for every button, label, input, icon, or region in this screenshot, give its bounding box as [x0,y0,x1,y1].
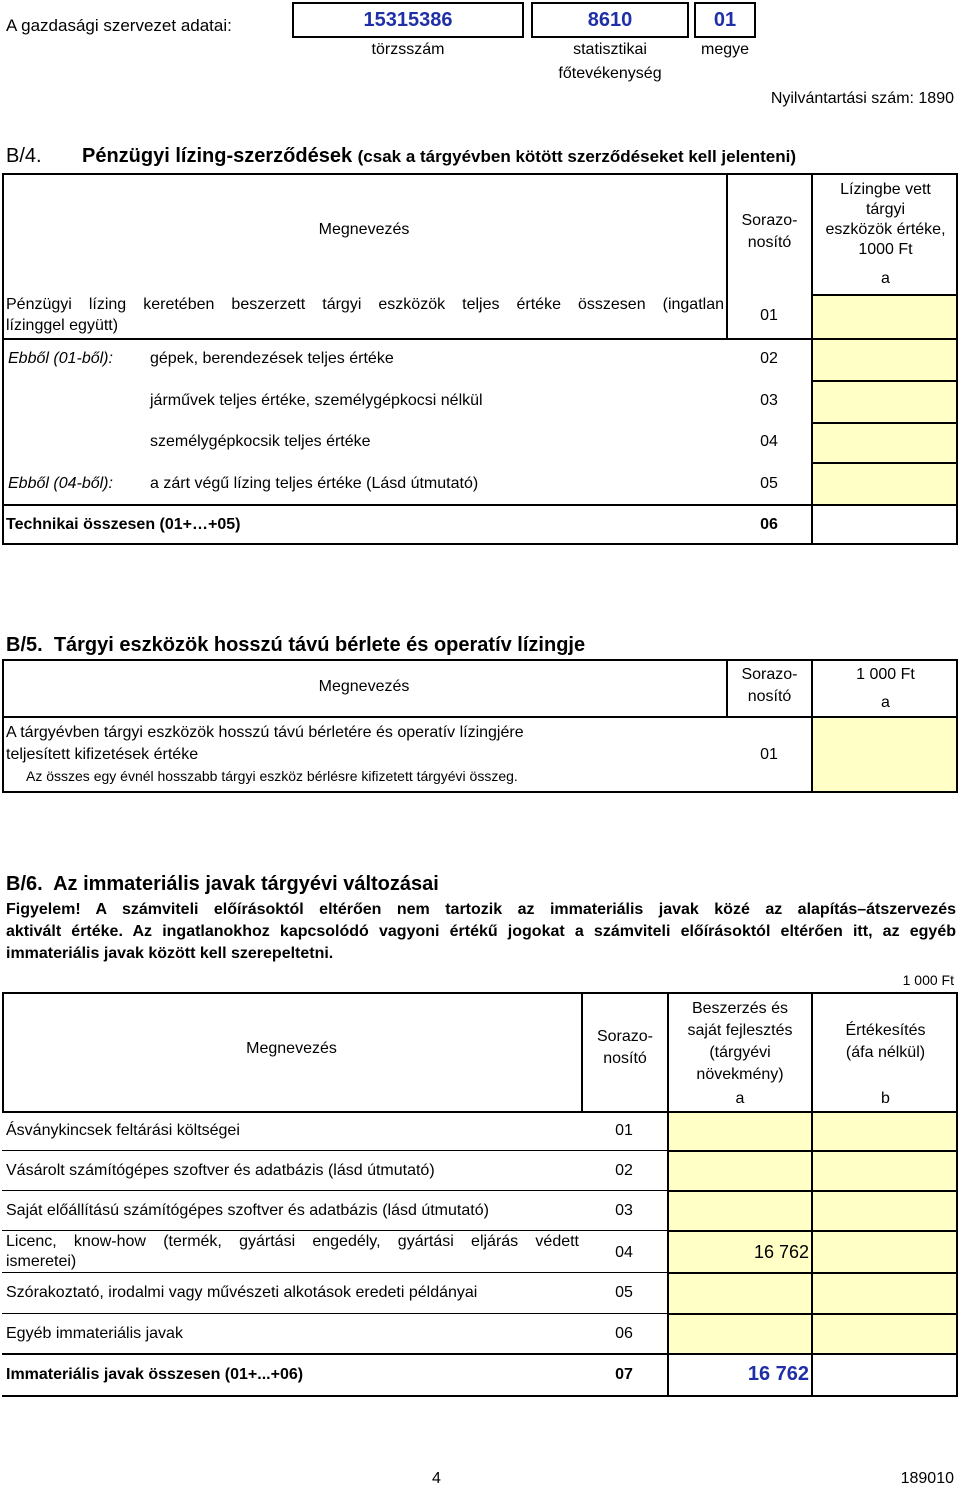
b5-row-01-code: 01 [760,746,778,763]
b4-code: B/4. [6,145,42,167]
b4-row-02-prefix: Ebből (01-ből): [8,350,113,367]
b6-col-megnevezes: Megnevezés [246,1040,337,1057]
b4-row-01-input[interactable] [811,294,958,340]
b6-col-sorazo-2: nosító [603,1050,647,1067]
b6-note-1: Figyelem! A számviteli előírásoktól eltérően nem tartozik az immateriális javak közé az alapítás–átszervezés [6,901,956,918]
nyilvantartasi-szam: Nyilvántartási szám: 1890 [770,90,954,107]
b6-row-02-code: 02 [615,1162,633,1179]
b5-row-01-input[interactable] [811,716,958,793]
megye-label: megye [700,41,750,58]
b5-col-megnevezes: Megnevezés [318,678,410,695]
b6-divider [2,1353,667,1355]
b6-row-01-label: Ásványkincsek feltárási költségei [6,1122,240,1139]
b5-row-01-label-1: A tárgyévben tárgyi eszközök hosszú távú bérletére és operatív lízingjére [6,724,524,741]
b6-col-a-letter: a [735,1090,745,1107]
b6-unit: 1 000 Ft [902,972,954,988]
b4-row-03-code: 03 [760,392,778,409]
b6-row-03-label: Saját előállítású számítógépes szoftver és adatbázis (lásd útmutató) [6,1202,489,1219]
b6-col-a-2: saját fejlesztés [687,1022,793,1039]
b6-row-05-code: 05 [615,1284,633,1301]
b5-row-01-note: Az összes egy évnél hosszabb tárgyi eszköz bérlésre kifizetett tárgyévi összeg. [26,768,518,784]
b5-col-value-letter: a [881,694,890,711]
b4-col-sorazo-2: nosító [747,234,792,251]
megye-value: 01 [694,2,756,38]
b4-row-02-label: gépek, berendezések teljes értéke [150,350,394,367]
b4-col-value-4: 1000 Ft [858,241,913,258]
statisztikai-value: 8610 [531,2,689,38]
b6-divider [667,1190,958,1192]
b6-row-04-a-value: 16 762 [753,1242,809,1262]
b4-row-03-input[interactable] [811,380,958,424]
b6-row-06-code: 06 [615,1325,633,1342]
b4-row-05-label: a zárt végű lízing teljes értéke (Lásd útmutató) [150,475,479,492]
b4-row-04-code: 04 [760,433,778,450]
b6-row-03-code: 03 [615,1202,633,1219]
b6-row-02-label: Vásárolt számítógépes szoftver és adatbázis (lásd útmutató) [6,1162,435,1179]
b6-divider [667,1150,958,1152]
statisztikai-label: statisztikai [573,41,647,58]
b5-title: Tárgyi eszközök hosszú távú bérlete és operatív lízingje [53,634,586,656]
b4-col-value-letter: a [881,270,890,287]
b4-row-02-code: 02 [760,350,778,367]
b5-code: B/5. [6,634,43,656]
b6-row-06-label: Egyéb immateriális javak [6,1325,183,1342]
b4-row-06-label: Technikai összesen (01+…+05) [6,516,241,533]
b6-row-07-code: 07 [615,1366,633,1383]
b4-col-value-1: Lízingbe vett [840,181,931,198]
b4-title [82,145,796,168]
b4-col-value [813,180,958,260]
b6-row-01-code: 01 [615,1122,633,1139]
b6-note-3: immateriális javak között kell szerepeltetni. [6,945,334,962]
b4-row-03-label: járművek teljes értéke, személygépkocsi nélkül [150,392,483,409]
b5-col-sorazo-1: Sorazo- [741,666,798,683]
b4-row-01-label-1: Pénzügyi lízing keretében beszerzett tárgyi eszközök teljes értéke összesen (ingatlan [6,296,724,313]
b4-row-02-input[interactable] [811,338,958,382]
b6-col-b [813,1020,958,1064]
fotevekenyseg-label: főtevékenység [558,65,662,82]
b4-col-sorazo-1: Sorazo- [741,212,798,229]
b6-col-a [669,998,811,1086]
torzsszam-label: törzsszám [371,41,445,58]
b6-divider [2,1190,667,1191]
b6-heading [6,873,439,896]
b4-row-06-value [813,506,956,543]
page-number: 4 [432,1470,441,1487]
b4-subtitle: (csak a tárgyévben kötött szerződéseket kell jelenteni) [357,147,797,166]
b6-divider [667,1230,958,1232]
b4-row-04-label: személygépkocsik teljes értéke [150,433,371,450]
b6-title: Az immateriális javak tárgyévi változásai [53,873,439,895]
b5-col-sorazo-2: nosító [747,688,792,705]
b6-divider [667,1313,958,1315]
b4-row-01-code: 01 [760,307,778,324]
b4-row-04-input[interactable] [811,422,958,464]
b4-row-06-code: 06 [760,516,778,533]
b4-col-value-3: eszközök értéke, [825,221,946,238]
b6-col-b-letter: b [881,1090,890,1107]
b5-heading [6,634,585,657]
b6-col-a-3: (tárgyévi [709,1044,771,1061]
b4-title-main: Pénzügyi lízing-szerződések [82,145,353,167]
b4-row-05-code: 05 [760,475,778,492]
b6-col-b-1: Értékesítés [845,1022,926,1039]
b6-divider [2,1150,667,1151]
b5-col-value: 1 000 Ft [856,666,915,683]
b6-col-a-1: Beszerzés és [691,1000,789,1017]
b6-row-07-a-value: 16 762 [747,1363,809,1385]
b5-row-01-label-2: teljesített kifizetések értéke [6,746,199,763]
b6-row-04-code: 04 [615,1244,633,1261]
b6-row-04-label-2: ismeretei) [6,1253,77,1270]
form-code: 189010 [900,1470,954,1487]
b6-row-07-b-cell [813,1355,956,1395]
b4-col-value-2: tárgyi [865,201,906,218]
b6-row-05-label: Szórakoztató, irodalmi vagy művészeti alkotások eredeti példányai [6,1284,478,1301]
b4-col-megnevezes: Megnevezés [318,221,410,238]
b4-row-01-label-2: lízinggel együtt) [6,317,119,334]
b4-divider [726,173,728,339]
b6-divider [2,1395,667,1397]
b6-col-b-2: (áfa nélkül) [845,1044,926,1061]
b6-col-sorazo-1: Sorazo- [596,1028,654,1045]
b6-row-07-label: Immateriális javak összesen (01+...+06) [6,1366,304,1383]
b4-row-05-prefix: Ebből (04-ből): [8,475,113,492]
b6-note-2: aktivált értéke. Az ingatlanokhoz kapcsolódó vagyoni értékű jogokat a számviteli előírásoktól eltérően itt, az egyéb [6,923,956,940]
b6-col-a-4: növekmény) [696,1066,784,1083]
b4-row-05-input[interactable] [811,462,958,506]
b6-divider [667,1272,958,1274]
org-label: A gazdasági szervezet adatai: [6,16,232,35]
torzsszam-value: 15315386 [292,2,524,38]
b6-divider [2,1230,667,1231]
b6-code: B/6. [6,873,43,895]
b6-divider [2,1313,667,1314]
b6-divider [2,1272,667,1273]
b6-row-04-label-1: Licenc, know-how (termék, gyártási engedély, gyártási eljárás védett [6,1233,579,1250]
